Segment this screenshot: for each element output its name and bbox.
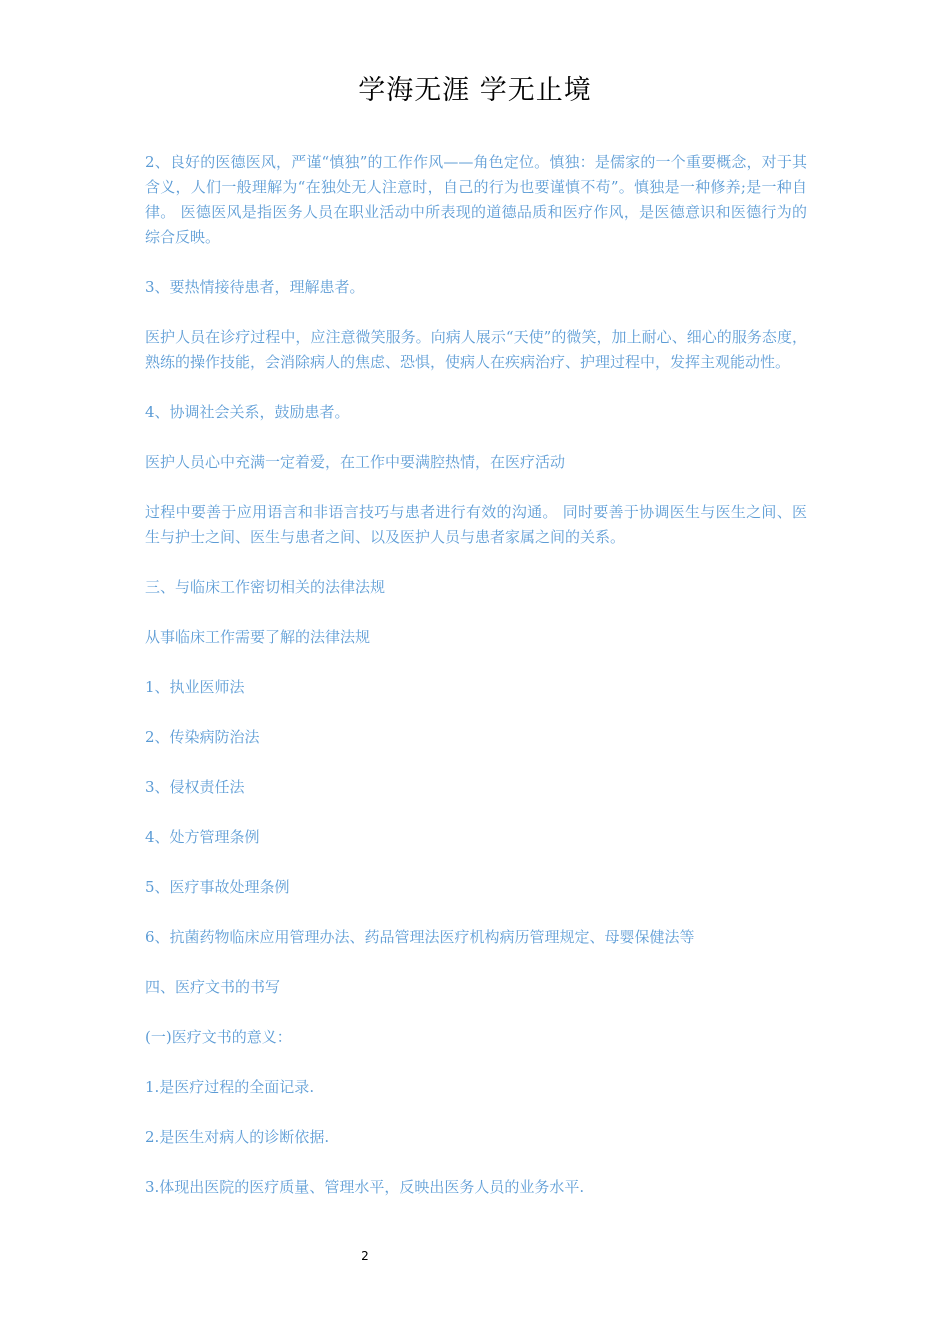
list-item-law: 6、抗菌药物临床应用管理办法、药品管理法医疗机构病历管理规定、母婴保健法等 xyxy=(145,928,695,946)
list-item-significance: 1.是医疗过程的全面记录. xyxy=(145,1078,315,1096)
list-item-law: 3、侵权责任法 xyxy=(145,778,245,796)
section-heading-laws: 三、与临床工作密切相关的法律法规 xyxy=(145,578,386,596)
paragraph-medical-ethics: 2、良好的医德医风，严谨“慎独”的工作作风——角色定位。慎独：是儒家的一个重要概念，对于其含义，人们一般理解为“在独处无人注意时，自己的行为也要谨慎不苟”。慎独是一种修养;是一种自律。 医德医风是指医务人员在职业活动中所表现的道德品质和医疗作风，是医德意识和医德行为的综合反映。 xyxy=(145,153,807,246)
list-item-law: 2、传染病防治法 xyxy=(145,728,260,746)
list-item-law: 5、医疗事故处理条例 xyxy=(145,878,290,896)
subsection-heading-significance: (一)医疗文书的意义： xyxy=(145,1028,292,1046)
paragraph-heading-receive-patients: 3、要热情接待患者，理解患者。 xyxy=(145,278,365,296)
paragraph-laws-intro: 从事临床工作需要了解的法律法规 xyxy=(145,628,371,646)
section-heading-medical-documents: 四、医疗文书的书写 xyxy=(145,978,281,996)
paragraph-communication: 过程中要善于应用语言和非语言技巧与患者进行有效的沟通。 同时要善于协调医生与医生之间、医生与护士之间、医生与患者之间、以及医护人员与患者家属之间的关系。 xyxy=(145,503,807,546)
document-body xyxy=(145,150,807,1200)
page-number: 2 xyxy=(361,1249,369,1263)
list-item-law: 4、处方管理条例 xyxy=(145,828,260,846)
page-header-title: 学海无涯 学无止境 xyxy=(358,75,592,106)
list-item-significance: 3.体现出医院的医疗质量、管理水平，反映出医务人员的业务水平. xyxy=(145,1178,585,1196)
paragraph-heading-social-relations: 4、协调社会关系，鼓励患者。 xyxy=(145,403,350,421)
list-item-significance: 2.是医生对病人的诊断依据. xyxy=(145,1128,330,1146)
paragraph-smile-service: 医护人员在诊疗过程中，应注意微笑服务。向病人展示“天使”的微笑，加上耐心、细心的服务态度，熟练的操作技能，会消除病人的焦虑、恐惧，使病人在疾病治疗、护理过程中，发挥主观能动性。 xyxy=(145,328,807,371)
paragraph-enthusiasm: 医护人员心中充满一定着爱，在工作中要满腔热情，在医疗活动 xyxy=(145,453,566,471)
list-item-law: 1、执业医师法 xyxy=(145,678,245,696)
